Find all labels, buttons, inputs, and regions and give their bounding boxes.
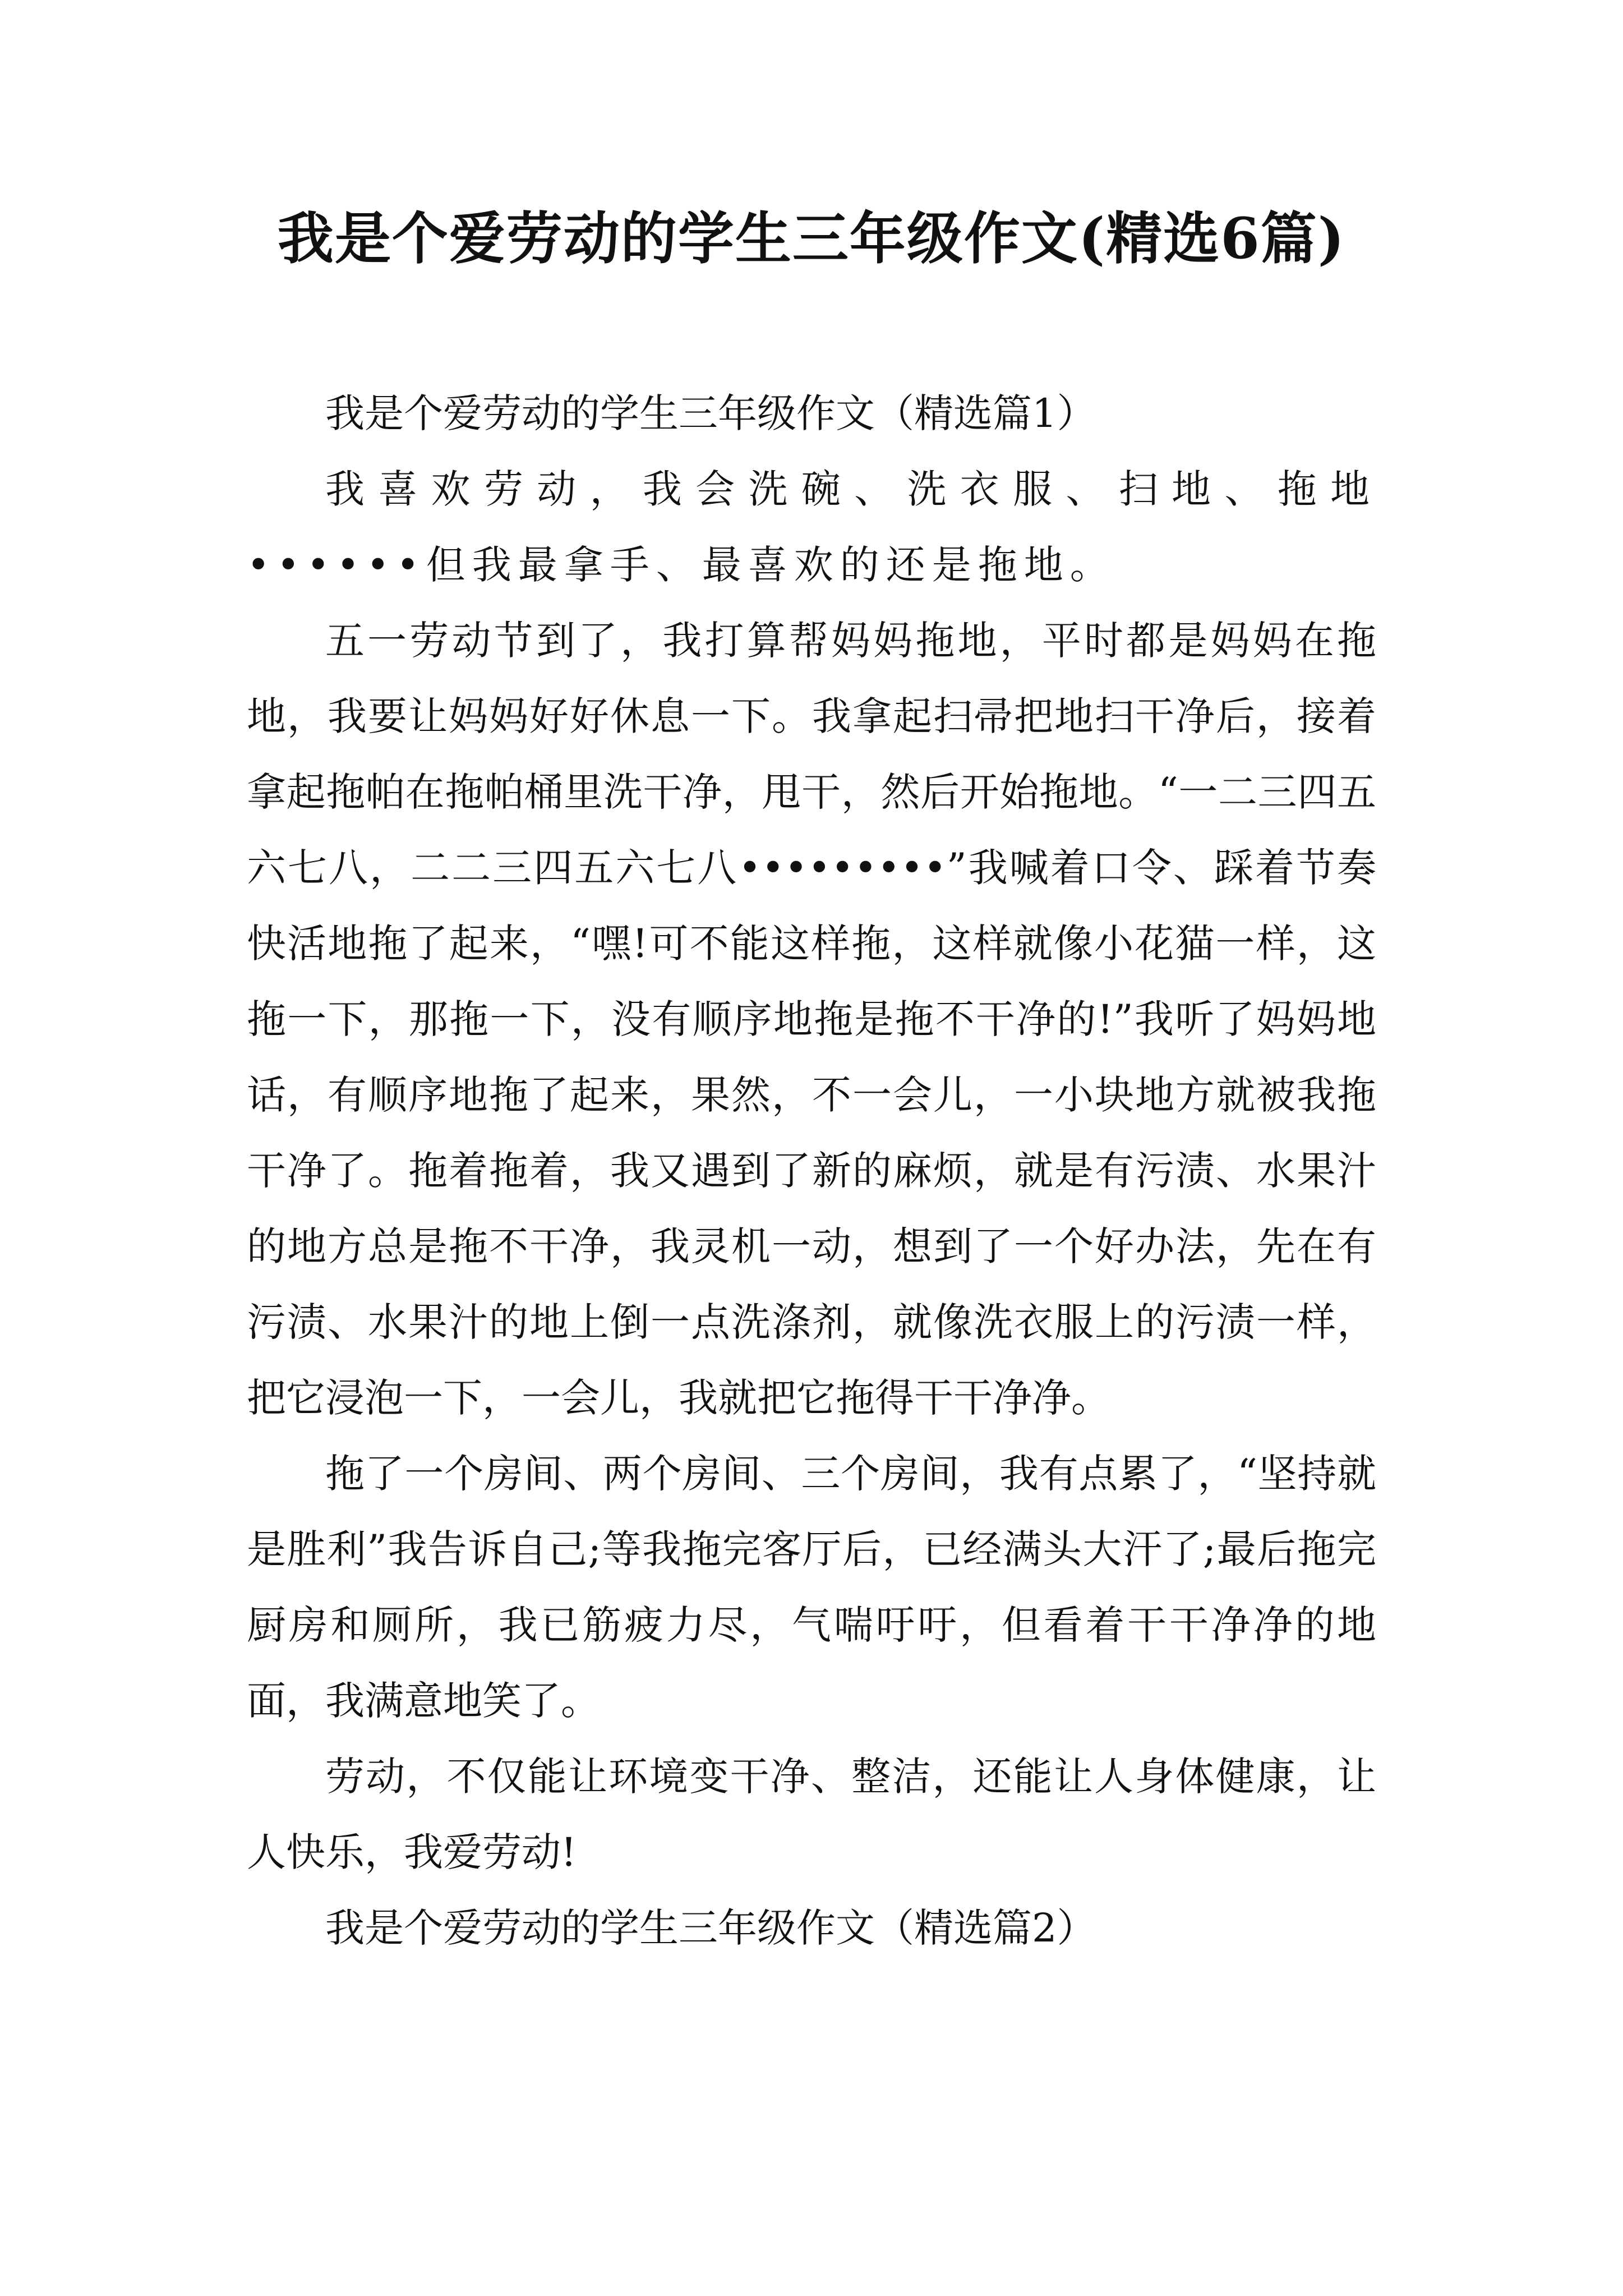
essay-heading-1: 我是个爱劳动的学生三年级作文（精选篇1） <box>325 390 1096 436</box>
document-title: 我是个爱劳动的学生三年级作文(精选6篇) <box>277 205 1346 272</box>
paragraph: 五一劳动节到了，我打算帮妈妈拖地，平时都是妈妈在拖地，我要让妈妈好好休息一下。我拿起扫帚把地扫干净后，接着拿起拖帕在拖帕桶里洗干净，甩干，然后开始拖地。“一二三四五六七八，二二三四五六七八•••••••••”我喊着口令、踩着节奏快活地拖了起来，“嘿!可不能这样拖，这样就像小花猫一样，这拖一下，那拖一下，没有顺序地拖是拖不干净的!”我听了妈妈地话，有顺序地拖了起来，果然，不一会儿，一小块地方就被我拖干净了。拖着拖着，我又遇到了新的麻烦，就是有污渍、水果汁的地方总是拖不干净，我灵机一动，想到了一个好办法，先在有污渍、水果汁的地上倒一点洗涤剂，就像洗衣服上的污渍一样，把它浸泡一下，一会儿，我就把它拖得干干净净。 <box>247 618 1376 1421</box>
document-body <box>247 376 1376 1966</box>
essay-heading-2: 我是个爱劳动的学生三年级作文（精选篇2） <box>325 1905 1096 1951</box>
paragraph: 拖了一个房间、两个房间、三个房间，我有点累了，“坚持就是胜利”我告诉自己;等我拖完客厅后，已经满头大汗了;最后拖完厨房和厕所，我已筋疲力尽，气喘吁吁，但看着干干净净的地面，我满意地笑了。 <box>247 1451 1376 1724</box>
paragraph: 劳动，不仅能让环境变干净、整洁，还能让人身体健康，让人快乐，我爱劳动! <box>247 1754 1376 1875</box>
paragraph: 我喜欢劳动，我会洗碗、洗衣服、扫地、拖地••••••但我最拿手、最喜欢的还是拖地。 <box>247 466 1376 588</box>
